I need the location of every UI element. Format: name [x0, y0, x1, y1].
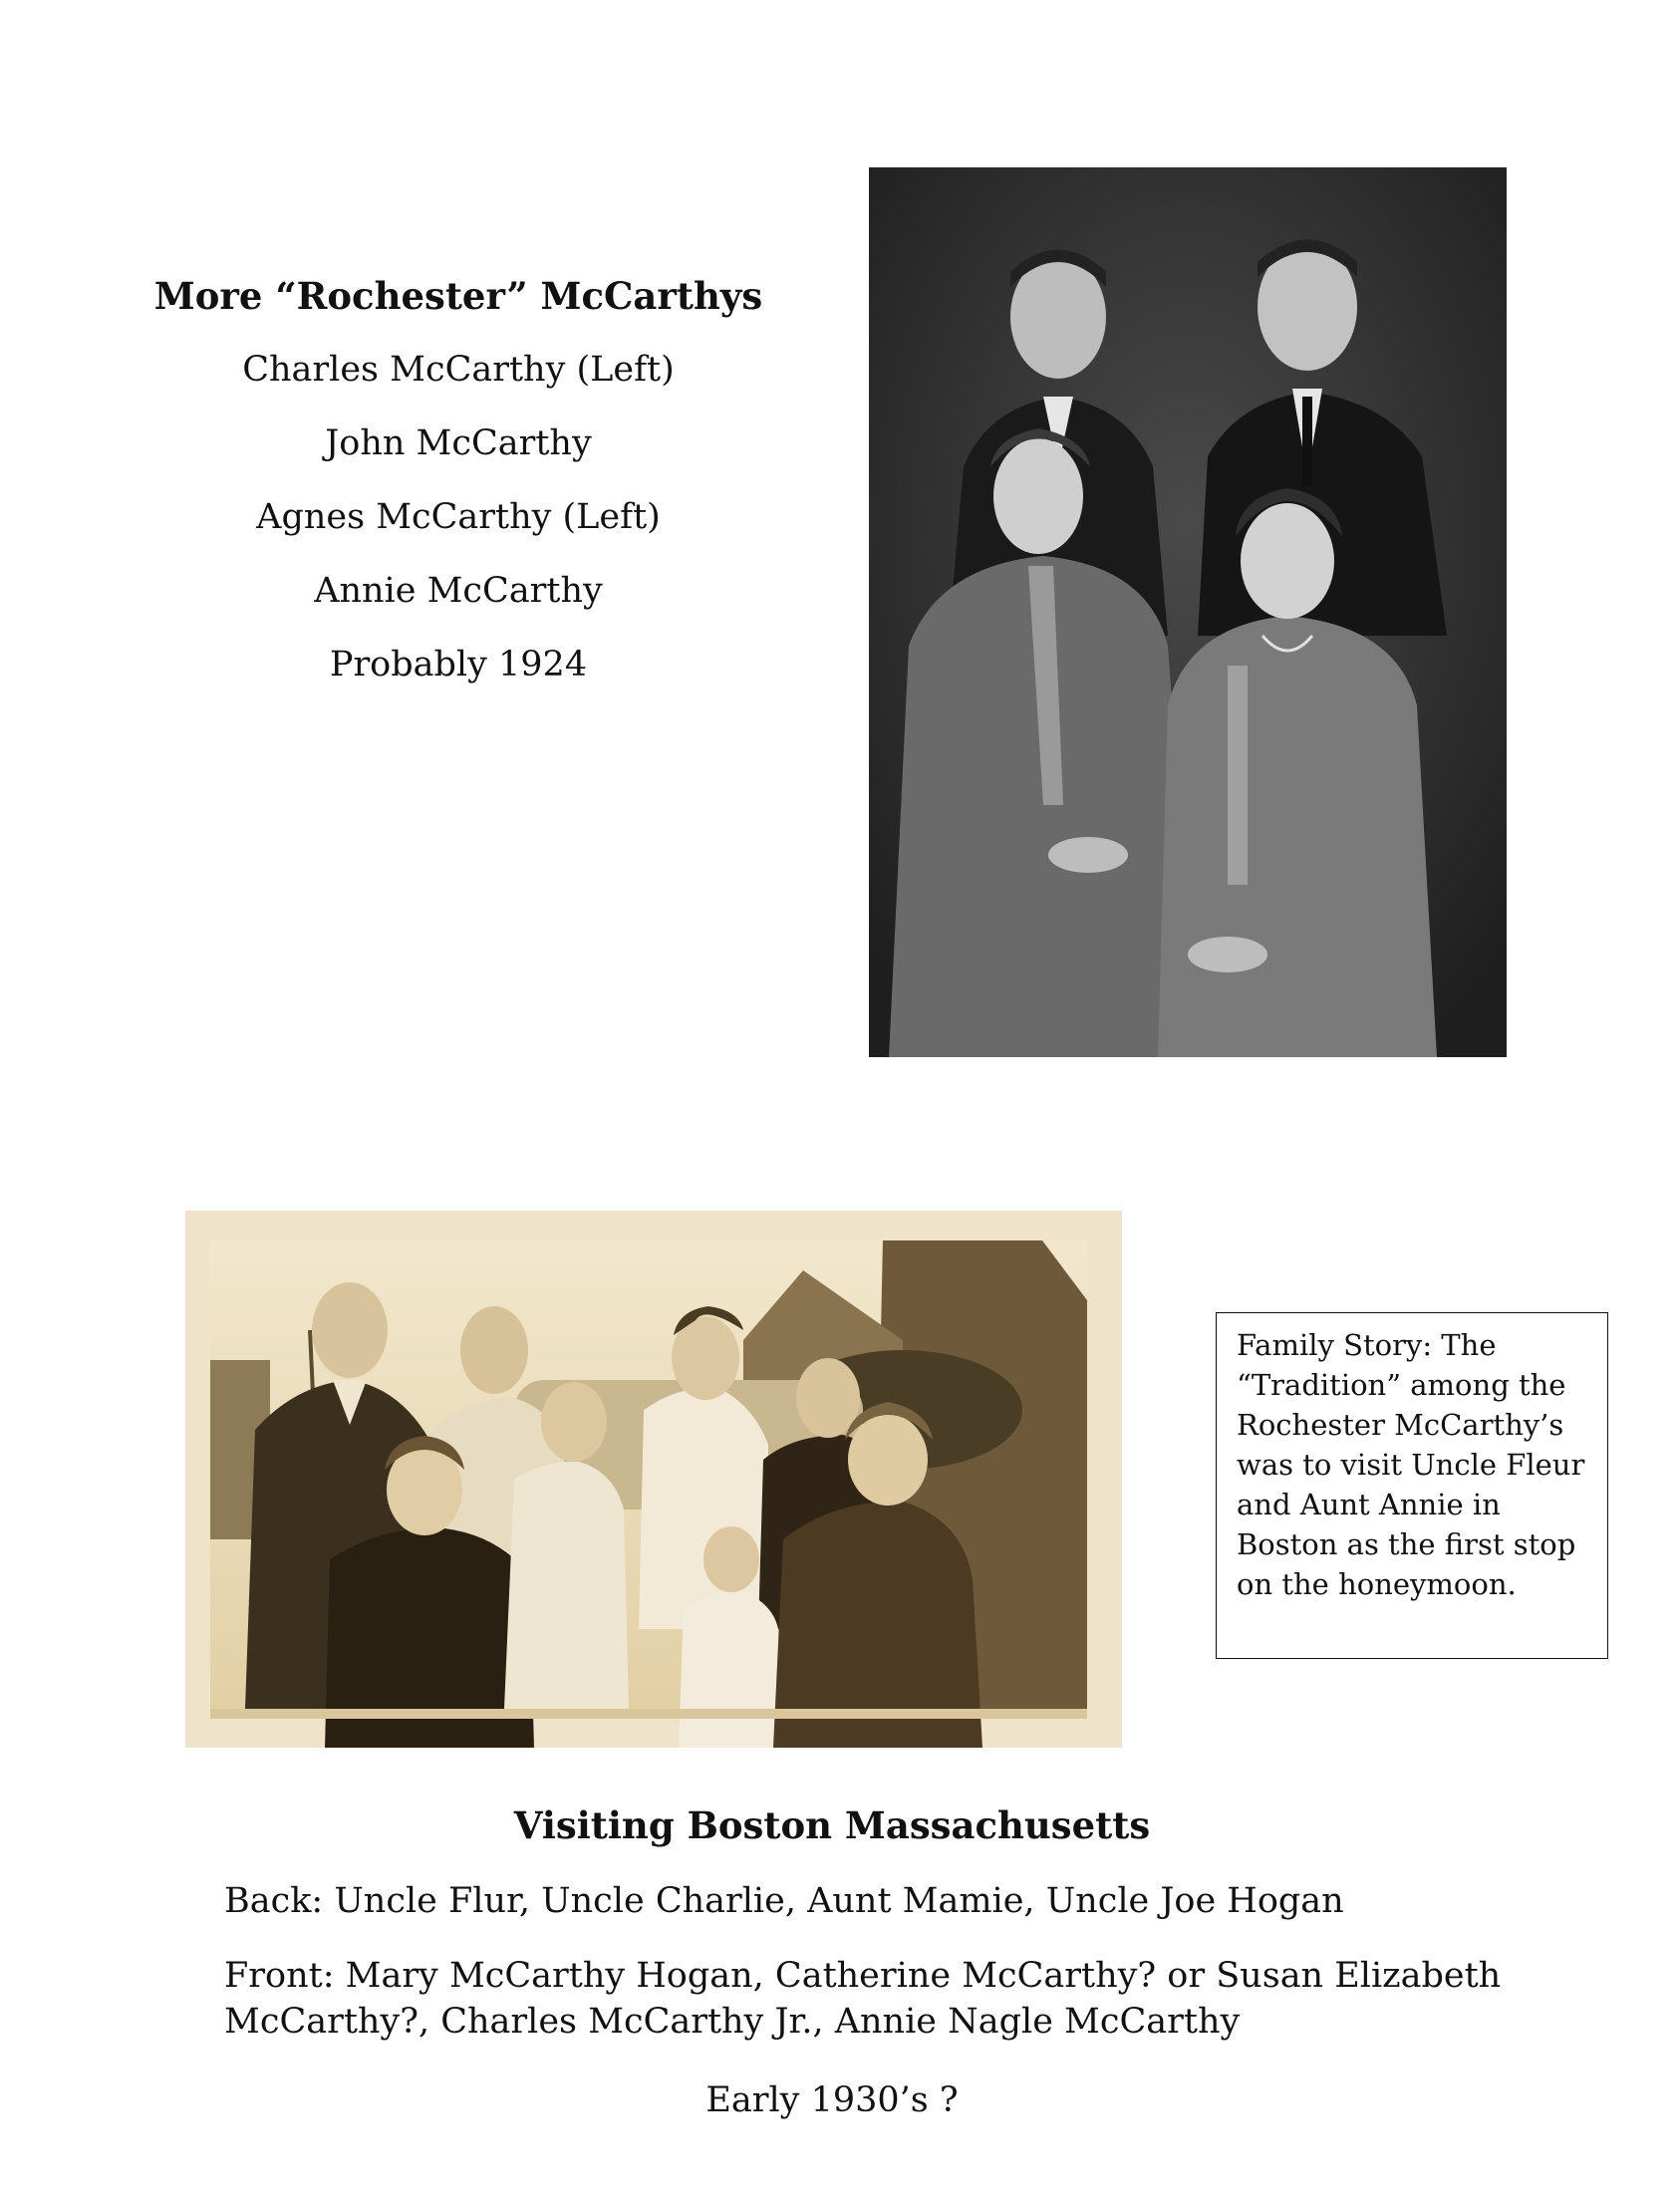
back-row-caption: Back: Uncle Flur, Uncle Charlie, Aunt Mamie, Uncle Joe Hogan [224, 1881, 1344, 1921]
top-caption-title: More “Rochester” McCarthys [153, 274, 763, 318]
group-photo-drawing [185, 1211, 1122, 1748]
portrait-photo-drawing [869, 167, 1507, 1057]
caption-line-annie: Annie McCarthy [314, 571, 603, 611]
caption-line-agnes: Agnes McCarthy (Left) [256, 497, 661, 537]
caption-line-john: John McCarthy [325, 423, 592, 463]
rochester-portrait-photo [869, 167, 1507, 1057]
family-story-text: Family Story: The “Tradition” among the Rochester McCarthy’s was to visit Uncle Fleur and Aunt Annie in Boston as the first stop on the honeymoon. [1237, 1328, 1585, 1601]
family-story-box [1216, 1312, 1608, 1659]
top-caption [140, 274, 777, 716]
boston-group-photo [185, 1211, 1122, 1748]
caption-line-charles: Charles McCarthy (Left) [242, 350, 675, 390]
front-row-caption: Front: Mary McCarthy Hogan, Catherine McCarthy? or Susan Elizabeth McCarthy?, Charles McCarthy Jr., Annie Nagle McCarthy [224, 1956, 1502, 2042]
boston-date-caption: Early 1930’s ? [705, 2080, 959, 2120]
caption-line-date: Probably 1924 [329, 645, 588, 685]
boston-section-title: Visiting Boston Massachusetts [513, 1803, 1151, 1847]
